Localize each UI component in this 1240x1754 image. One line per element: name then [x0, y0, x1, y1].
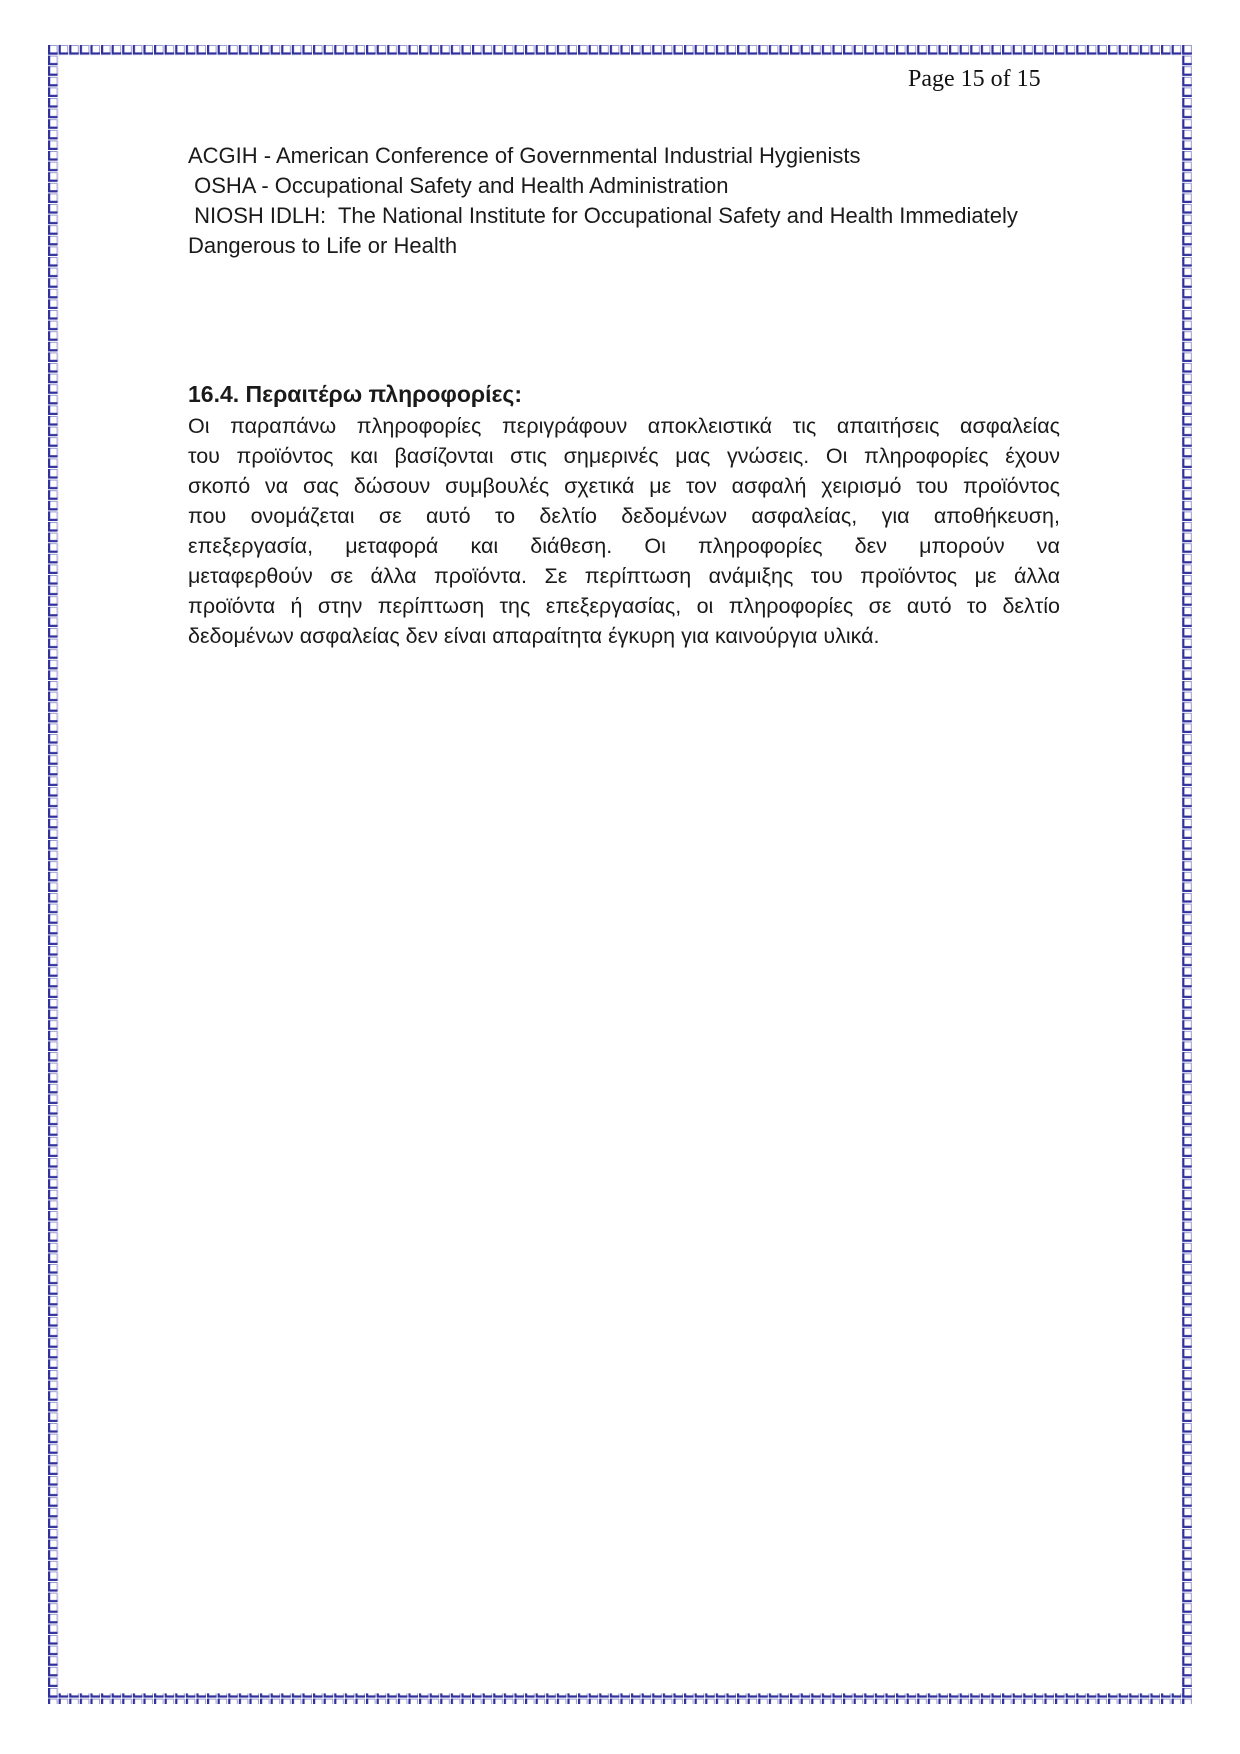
paragraph-line: προϊόντα ή στην περίπτωση της επεξεργασίας, οι πληροφορίες σε αυτό το δελτίο	[188, 594, 1060, 618]
abbreviation-line-niosh: NIOSH IDLH: The National Institute for Occupational Safety and Health Immediately	[188, 203, 1018, 228]
decorative-box-border	[48, 45, 1192, 1704]
paragraph-line: σκοπό να σας δώσουν συμβουλές σχετικά με τον ασφαλή χειρισμό του προϊόντος	[188, 474, 1060, 498]
paragraph-line: μεταφερθούν σε άλλα προϊόντα. Σε περίπτωση ανάμιξης του προϊόντος με άλλα	[188, 564, 1060, 588]
paragraph-line: Οι παραπάνω πληροφορίες περιγράφουν αποκλειστικά τις απαιτήσεις ασφαλείας	[188, 414, 1060, 438]
abbreviation-line-osha: OSHA - Occupational Safety and Health Administration	[188, 173, 729, 198]
page-number: Page 15 of 15	[908, 66, 1041, 92]
abbreviation-line-niosh-cont: Dangerous to Life or Health	[188, 233, 458, 258]
paragraph-line: του προϊόντος και βασίζονται στις σημερινές μας γνώσεις. Οι πληροφορίες έχουν	[188, 444, 1060, 468]
section-heading-16-4: 16.4. Περαιτέρω πληροφορίες:	[188, 381, 523, 407]
abbreviations-block	[188, 141, 1068, 261]
paragraph-line: που ονομάζεται σε αυτό το δελτίο δεδομένων ασφαλείας, για αποθήκευση,	[188, 504, 1060, 528]
paragraph-line: επεξεργασία, μεταφορά και διάθεση. Οι πληροφορίες δεν μπορούν να	[188, 534, 1060, 558]
abbreviation-line-acgih: ACGIH - American Conference of Governmental Industrial Hygienists	[188, 143, 861, 168]
section-paragraph	[188, 411, 1060, 651]
paragraph-line-last: δεδομένων ασφαλείας δεν είναι απαραίτητα έγκυρη για καινούργια υλικά.	[188, 624, 880, 648]
